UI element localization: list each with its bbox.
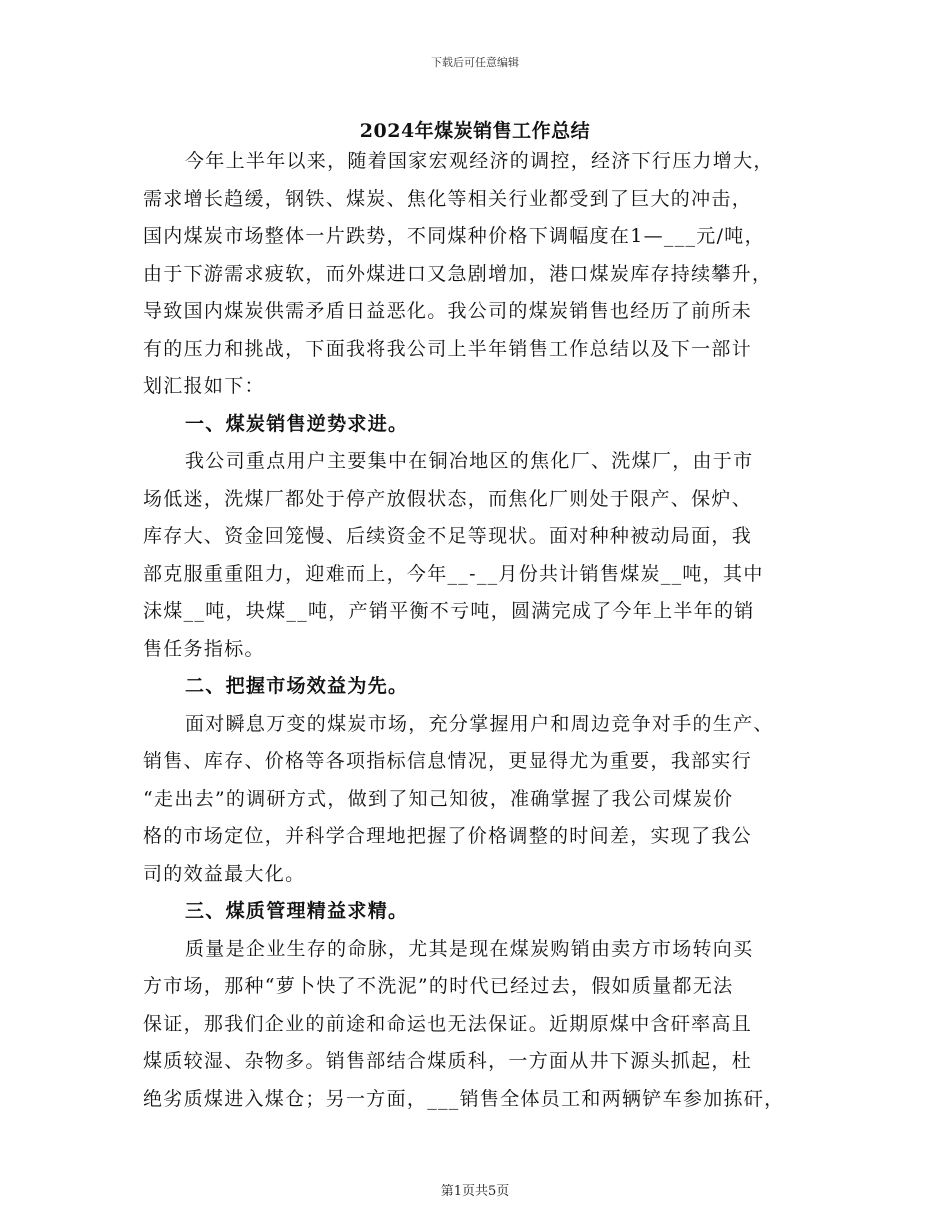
paragraph-line: 质量是企业生存的命脉，尤其是现在煤炭购销由卖方市场转向买 bbox=[185, 937, 754, 960]
paragraph-line: 格的市场定位，并科学合理地把握了价格调整的时间差，实现了我公 bbox=[143, 825, 753, 847]
section-heading: 二、把握市场效益为先。 bbox=[185, 675, 409, 697]
page-title: 2024年煤炭销售工作总结 bbox=[359, 120, 591, 142]
paragraph-line: 我公司重点用户主要集中在铜冶地区的焦化厂、洗煤厂，由于市 bbox=[185, 450, 754, 472]
page-number-footer: 第1页共5页 bbox=[440, 1184, 510, 1199]
header-note: 下载后可任意编辑 bbox=[431, 56, 519, 69]
paragraph-line: 司的效益最大化。 bbox=[143, 862, 306, 885]
paragraph-line: 由于下游需求疲软，而外煤进口又急剧增加，港口煤炭库存持续攀升， bbox=[143, 262, 773, 285]
paragraph-line: 煤质较湿、杂物多。销售部结合煤质科，一方面从井下源头抓起，杜 bbox=[143, 1050, 753, 1072]
paragraph-line: 面对瞬息万变的煤炭市场，充分掌握用户和周边竞争对手的生产、 bbox=[185, 712, 774, 735]
paragraph-line: 库存大、资金回笼慢、后续资金不足等现状。面对种种被动局面，我 bbox=[143, 525, 753, 547]
paragraph-line: 销售、库存、价格等各项指标信息情况，更显得尤为重要，我部实行 bbox=[143, 750, 753, 772]
paragraph-line: 方市场，那种“萝卜快了不洗泥”的时代已经过去，假如质量都无法 bbox=[143, 975, 734, 997]
document-body bbox=[143, 143, 813, 1118]
paragraph-line: “走出去”的调研方式，做到了知己知彼，准确掌握了我公司煤炭价 bbox=[143, 787, 734, 810]
paragraph-line: 今年上半年以来，随着国家宏观经济的调控，经济下行压力增大， bbox=[185, 150, 774, 172]
paragraph-line: 国内煤炭市场整体一片跌势，不同煤种价格下调幅度在1—___元/吨， bbox=[143, 225, 765, 247]
paragraph-line: 导致国内煤炭供需矛盾日益恶化。我公司的煤炭销售也经历了前所未 bbox=[143, 300, 753, 322]
paragraph-line: 划汇报如下： bbox=[143, 375, 265, 397]
paragraph-line: 绝劣质煤进入煤仓；另一方面，___销售全体员工和两辆铲车参加拣矸， bbox=[143, 1087, 785, 1110]
section-heading: 三、煤质管理精益求精。 bbox=[185, 900, 409, 922]
paragraph-line: 部克服重重阻力，迎难而上，今年__-__月份共计销售煤炭__吨，其中 bbox=[143, 562, 764, 585]
section-heading: 一、煤炭销售逆势求进。 bbox=[185, 412, 409, 435]
paragraph-line: 有的压力和挑战，下面我将我公司上半年销售工作总结以及下一部计 bbox=[143, 337, 753, 360]
paragraph-line: 需求增长趋缓，钢铁、煤炭、焦化等相关行业都受到了巨大的冲击， bbox=[143, 187, 753, 210]
paragraph-line: 保证，那我们企业的前途和命运也无法保证。近期原煤中含矸率高且 bbox=[143, 1012, 753, 1035]
paragraph-line: 场低迷，洗煤厂都处于停产放假状态，而焦化厂则处于限产、保炉、 bbox=[143, 487, 753, 510]
paragraph-line: 售任务指标。 bbox=[143, 637, 265, 660]
paragraph-line: 沫煤__吨，块煤__吨，产销平衡不亏吨，圆满完成了今年上半年的销 bbox=[143, 600, 755, 622]
